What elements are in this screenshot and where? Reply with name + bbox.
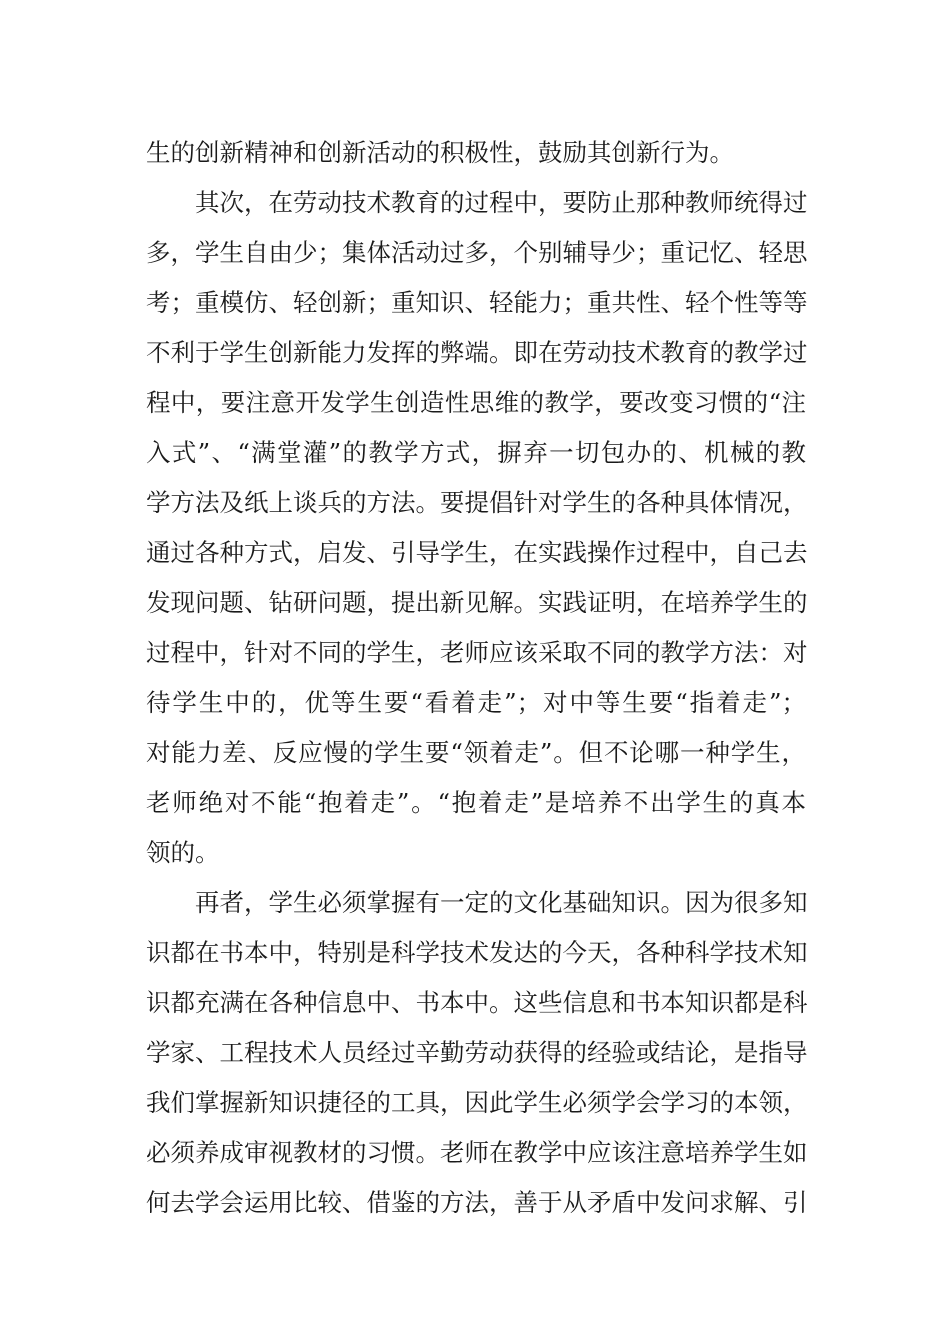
text-line: 其次，在劳动技术教育的过程中，要防止那种教师统得过 (146, 188, 808, 217)
text-line: 生的创新精神和创新活动的积极性，鼓励其创新行为。 (146, 138, 734, 167)
text-line: 必须养成审视教材的习惯。老师在教学中应该注意培养学生如 (146, 1138, 808, 1167)
text-line: 不利于学生创新能力发挥的弊端。即在劳动技术教育的教学过 (146, 338, 808, 367)
text-line: 多，学生自由少；集体活动过多，个别辅导少；重记忆、轻思 (146, 238, 808, 267)
body-text (146, 128, 806, 1228)
text-line: 待学生中的，优等生要“看着走”；对中等生要“指着走”； (146, 688, 806, 717)
text-line: 考；重模仿、轻创新；重知识、轻能力；重共性、轻个性等等 (146, 288, 808, 317)
text-line: 老师绝对不能“抱着走”。“抱着走”是培养不出学生的真本 (146, 788, 806, 817)
text-line: 发现问题、钻研问题，提出新见解。实践证明，在培养学生的 (146, 588, 808, 617)
text-line: 我们掌握新知识捷径的工具，因此学生必须学会学习的本领， (146, 1088, 808, 1117)
text-line: 领的。 (146, 838, 220, 867)
text-line: 通过各种方式，启发、引导学生，在实践操作过程中，自己去 (146, 538, 808, 567)
text-line: 过程中，针对不同的学生，老师应该采取不同的教学方法：对 (146, 638, 808, 667)
text-line: 何去学会运用比较、借鉴的方法，善于从矛盾中发问求解、引 (146, 1188, 808, 1217)
text-line: 学方法及纸上谈兵的方法。要提倡针对学生的各种具体情况， (146, 488, 808, 517)
text-line: 再者，学生必须掌握有一定的文化基础知识。因为很多知 (146, 888, 808, 917)
text-line: 入式”、“满堂灌”的教学方式，摒弃一切包办的、机械的教 (146, 438, 806, 467)
text-line: 对能力差、反应慢的学生要“领着走”。但不论哪一种学生， (146, 738, 806, 767)
text-line: 识都在书本中，特别是科学技术发达的今天，各种科学技术知 (146, 938, 808, 967)
text-line: 程中，要注意开发学生创造性思维的教学，要改变习惯的“注 (146, 388, 806, 417)
text-line: 学家、工程技术人员经过辛勤劳动获得的经验或结论，是指导 (146, 1038, 808, 1067)
text-line: 识都充满在各种信息中、书本中。这些信息和书本知识都是科 (146, 988, 808, 1017)
